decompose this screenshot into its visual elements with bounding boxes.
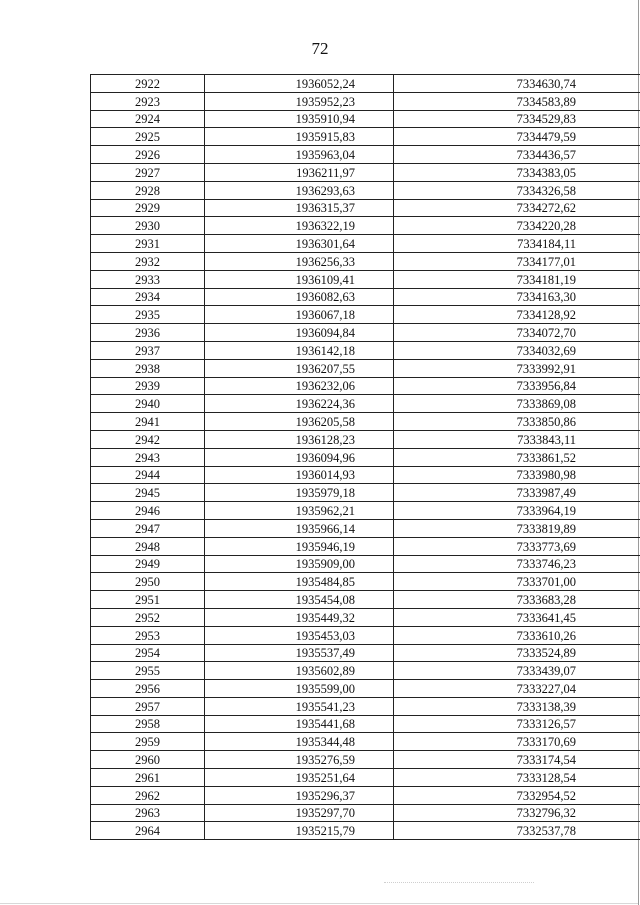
y-coordinate-cell: 7333126,57 (394, 715, 640, 733)
point-number-cell: 2963 (91, 804, 205, 822)
y-coordinate-cell: 7333170,69 (394, 733, 640, 751)
y-coordinate-cell: 7333992,91 (394, 359, 640, 377)
table-row (91, 573, 640, 591)
x-coordinate-cell: 1936109,41 (205, 270, 394, 288)
table-row (91, 626, 640, 644)
point-number-cell: 2955 (91, 662, 205, 680)
y-coordinate-cell: 7333610,26 (394, 626, 640, 644)
y-coordinate-cell: 7334479,59 (394, 128, 640, 146)
x-coordinate-cell: 1935276,59 (205, 751, 394, 769)
table-row (91, 163, 640, 181)
y-coordinate-cell: 7333138,39 (394, 697, 640, 715)
y-coordinate-cell: 7333980,98 (394, 466, 640, 484)
x-coordinate-cell: 1936301,64 (205, 235, 394, 253)
y-coordinate-cell: 7333964,19 (394, 502, 640, 520)
point-number-cell: 2928 (91, 181, 205, 199)
table-row (91, 92, 640, 110)
table-row (91, 110, 640, 128)
x-coordinate-cell: 1936293,63 (205, 181, 394, 199)
y-coordinate-cell: 7333524,89 (394, 644, 640, 662)
table-row (91, 662, 640, 680)
x-coordinate-cell: 1936142,18 (205, 341, 394, 359)
point-number-cell: 2936 (91, 324, 205, 342)
point-number-cell: 2925 (91, 128, 205, 146)
table-row (91, 341, 640, 359)
y-coordinate-cell: 7334072,70 (394, 324, 640, 342)
table-row (91, 502, 640, 520)
y-coordinate-cell: 7334032,69 (394, 341, 640, 359)
table-row (91, 822, 640, 840)
y-coordinate-cell: 7334272,62 (394, 199, 640, 217)
table-row (91, 715, 640, 733)
x-coordinate-cell: 1935952,23 (205, 92, 394, 110)
table-row (91, 128, 640, 146)
table-row (91, 680, 640, 698)
x-coordinate-cell: 1935909,00 (205, 555, 394, 573)
table-row (91, 519, 640, 537)
y-coordinate-cell: 7334163,30 (394, 288, 640, 306)
y-coordinate-cell: 7332796,32 (394, 804, 640, 822)
table-row (91, 395, 640, 413)
x-coordinate-cell: 1936094,84 (205, 324, 394, 342)
y-coordinate-cell: 7333843,11 (394, 430, 640, 448)
y-coordinate-cell: 7333174,54 (394, 751, 640, 769)
x-coordinate-cell: 1936211,97 (205, 163, 394, 181)
x-coordinate-cell: 1935541,23 (205, 697, 394, 715)
x-coordinate-cell: 1935915,83 (205, 128, 394, 146)
x-coordinate-cell: 1935484,85 (205, 573, 394, 591)
x-coordinate-cell: 1935454,08 (205, 591, 394, 609)
point-number-cell: 2953 (91, 626, 205, 644)
y-coordinate-cell: 7333861,52 (394, 448, 640, 466)
y-coordinate-cell: 7333227,04 (394, 680, 640, 698)
y-coordinate-cell: 7333701,00 (394, 573, 640, 591)
page-number: 72 (311, 39, 329, 58)
point-number-cell: 2934 (91, 288, 205, 306)
point-number-cell: 2944 (91, 466, 205, 484)
table-row (91, 697, 640, 715)
table-row (91, 751, 640, 769)
table-row (91, 270, 640, 288)
point-number-cell: 2935 (91, 306, 205, 324)
table-row (91, 608, 640, 626)
table-row (91, 413, 640, 431)
point-number-cell: 2951 (91, 591, 205, 609)
point-number-cell: 2945 (91, 484, 205, 502)
x-coordinate-cell: 1935966,14 (205, 519, 394, 537)
table-row (91, 484, 640, 502)
table-row (91, 591, 640, 609)
table-row (91, 75, 640, 93)
table-row (91, 288, 640, 306)
table-row (91, 235, 640, 253)
x-coordinate-cell: 1935910,94 (205, 110, 394, 128)
x-coordinate-cell: 1936315,37 (205, 199, 394, 217)
point-number-cell: 2941 (91, 413, 205, 431)
y-coordinate-cell: 7334128,92 (394, 306, 640, 324)
coordinates-table-body (91, 75, 640, 840)
point-number-cell: 2956 (91, 680, 205, 698)
x-coordinate-cell: 1935449,32 (205, 608, 394, 626)
point-number-cell: 2929 (91, 199, 205, 217)
y-coordinate-cell: 7333987,49 (394, 484, 640, 502)
point-number-cell: 2938 (91, 359, 205, 377)
x-coordinate-cell: 1935296,37 (205, 786, 394, 804)
x-coordinate-cell: 1936322,19 (205, 217, 394, 235)
x-coordinate-cell: 1936067,18 (205, 306, 394, 324)
y-coordinate-cell: 7334383,05 (394, 163, 640, 181)
point-number-cell: 2960 (91, 751, 205, 769)
y-coordinate-cell: 7333850,86 (394, 413, 640, 431)
point-number-cell: 2930 (91, 217, 205, 235)
point-number-cell: 2926 (91, 146, 205, 164)
x-coordinate-cell: 1935297,70 (205, 804, 394, 822)
y-coordinate-cell: 7333128,54 (394, 769, 640, 787)
x-coordinate-cell: 1935215,79 (205, 822, 394, 840)
table-row (91, 555, 640, 573)
y-coordinate-cell: 7333956,84 (394, 377, 640, 395)
table-row (91, 466, 640, 484)
table-row (91, 769, 640, 787)
x-coordinate-cell: 1936207,55 (205, 359, 394, 377)
table-row (91, 804, 640, 822)
point-number-cell: 2947 (91, 519, 205, 537)
y-coordinate-cell: 7333641,45 (394, 608, 640, 626)
coordinates-table (90, 74, 640, 840)
table-row (91, 324, 640, 342)
x-coordinate-cell: 1935946,19 (205, 537, 394, 555)
table-row (91, 359, 640, 377)
point-number-cell: 2932 (91, 252, 205, 270)
point-number-cell: 2923 (91, 92, 205, 110)
point-number-cell: 2957 (91, 697, 205, 715)
point-number-cell: 2952 (91, 608, 205, 626)
x-coordinate-cell: 1936256,33 (205, 252, 394, 270)
point-number-cell: 2949 (91, 555, 205, 573)
x-coordinate-cell: 1935251,64 (205, 769, 394, 787)
point-number-cell: 2939 (91, 377, 205, 395)
point-number-cell: 2927 (91, 163, 205, 181)
table-row (91, 146, 640, 164)
point-number-cell: 2942 (91, 430, 205, 448)
y-coordinate-cell: 7333439,07 (394, 662, 640, 680)
x-coordinate-cell: 1936082,63 (205, 288, 394, 306)
x-coordinate-cell: 1936014,93 (205, 466, 394, 484)
point-number-cell: 2933 (91, 270, 205, 288)
y-coordinate-cell: 7333869,08 (394, 395, 640, 413)
table-row (91, 733, 640, 751)
table-row (91, 430, 640, 448)
x-coordinate-cell: 1935537,49 (205, 644, 394, 662)
y-coordinate-cell: 7334583,89 (394, 92, 640, 110)
point-number-cell: 2958 (91, 715, 205, 733)
x-coordinate-cell: 1935599,00 (205, 680, 394, 698)
table-row (91, 199, 640, 217)
y-coordinate-cell: 7334177,01 (394, 252, 640, 270)
table-row (91, 537, 640, 555)
y-coordinate-cell: 7334220,28 (394, 217, 640, 235)
table-row (91, 306, 640, 324)
y-coordinate-cell: 7334184,11 (394, 235, 640, 253)
x-coordinate-cell: 1936052,24 (205, 75, 394, 93)
x-coordinate-cell: 1936232,06 (205, 377, 394, 395)
point-number-cell: 2961 (91, 769, 205, 787)
table-row (91, 252, 640, 270)
point-number-cell: 2924 (91, 110, 205, 128)
y-coordinate-cell: 7332954,52 (394, 786, 640, 804)
point-number-cell: 2962 (91, 786, 205, 804)
point-number-cell: 2959 (91, 733, 205, 751)
y-coordinate-cell: 7333819,89 (394, 519, 640, 537)
point-number-cell: 2950 (91, 573, 205, 591)
y-coordinate-cell: 7333746,23 (394, 555, 640, 573)
table-row (91, 377, 640, 395)
x-coordinate-cell: 1935453,03 (205, 626, 394, 644)
y-coordinate-cell: 7333773,69 (394, 537, 640, 555)
x-coordinate-cell: 1935441,68 (205, 715, 394, 733)
table-row (91, 644, 640, 662)
x-coordinate-cell: 1935602,89 (205, 662, 394, 680)
x-coordinate-cell: 1936094,96 (205, 448, 394, 466)
point-number-cell: 2954 (91, 644, 205, 662)
y-coordinate-cell: 7334181,19 (394, 270, 640, 288)
x-coordinate-cell: 1935344,48 (205, 733, 394, 751)
point-number-cell: 2964 (91, 822, 205, 840)
x-coordinate-cell: 1936205,58 (205, 413, 394, 431)
table-row (91, 786, 640, 804)
table-row (91, 448, 640, 466)
point-number-cell: 2937 (91, 341, 205, 359)
point-number-cell: 2943 (91, 448, 205, 466)
y-coordinate-cell: 7332537,78 (394, 822, 640, 840)
scan-artifact (384, 882, 534, 883)
point-number-cell: 2931 (91, 235, 205, 253)
table-row (91, 181, 640, 199)
y-coordinate-cell: 7334529,83 (394, 110, 640, 128)
y-coordinate-cell: 7334326,58 (394, 181, 640, 199)
point-number-cell: 2922 (91, 75, 205, 93)
table-row (91, 217, 640, 235)
y-coordinate-cell: 7334630,74 (394, 75, 640, 93)
point-number-cell: 2948 (91, 537, 205, 555)
x-coordinate-cell: 1936224,36 (205, 395, 394, 413)
x-coordinate-cell: 1935979,18 (205, 484, 394, 502)
x-coordinate-cell: 1936128,23 (205, 430, 394, 448)
y-coordinate-cell: 7334436,57 (394, 146, 640, 164)
x-coordinate-cell: 1935962,21 (205, 502, 394, 520)
point-number-cell: 2946 (91, 502, 205, 520)
y-coordinate-cell: 7333683,28 (394, 591, 640, 609)
x-coordinate-cell: 1935963,04 (205, 146, 394, 164)
point-number-cell: 2940 (91, 395, 205, 413)
